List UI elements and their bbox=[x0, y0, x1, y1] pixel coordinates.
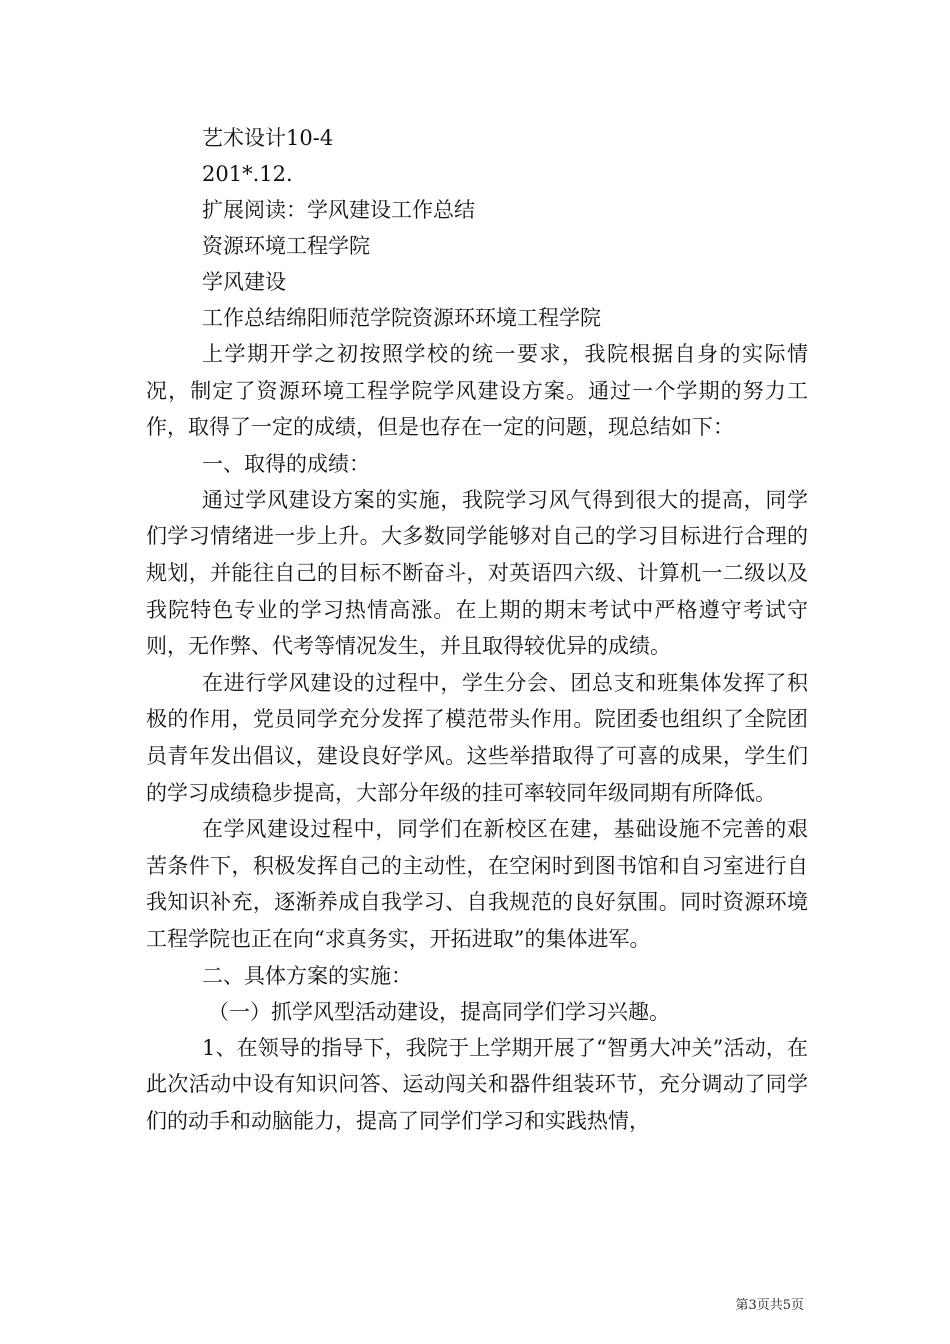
achievement-paragraph-1: 通过学风建设方案的实施，我院学习风气得到很大的提高，同学们学习情绪进一步上升。大多数同学能够对自己的学习目标进行合理的规划，并能往自己的目标不断奋斗，对英语四六级、计算机一二级以及我院特色专业的学习热情高涨。在上期的期末考试中严格遵守考试守则，无作弊、代考等情况发生，并且取得较优异的成绩。 bbox=[146, 487, 808, 659]
date-label: 201*.12. bbox=[202, 162, 293, 186]
class-label: 艺术设计10-4 bbox=[202, 126, 334, 150]
activity-paragraph-1: 1、在领导的指导下，我院于上学期开展了“智勇大冲关”活动，在此次活动中设有知识问答、运动闯关和器件组装环节，充分调动了同学们的动手和动脑能力，提高了同学们学习和实践热情， bbox=[146, 1035, 808, 1133]
document-body bbox=[146, 120, 808, 1139]
section1-heading: 一、取得的成绩： bbox=[202, 451, 370, 476]
section-heading: 学风建设 bbox=[202, 270, 286, 294]
achievement-paragraph-3: 在学风建设过程中，同学们在新校区在建，基础设施不完善的艰苦条件下，积极发挥自己的主动性，在空闲时到图书馆和自习室进行自我知识补充，逐渐养成自我学习、自我规范的良好氛围。同时资源环境工程学院也正在向“求真务实，开拓进取”的集体进军。 bbox=[146, 817, 808, 951]
achievement-paragraph-2: 在进行学风建设的过程中，学生分会、团总支和班集体发挥了积极的作用，党员同学充分发挥了模范带头作用。院团委也组织了全院团员青年发出倡议，建设良好学风。这些举措取得了可喜的成果，学生们的学习成绩稳步提高，大部分年级的挂可率较同年级同期有所降低。 bbox=[146, 670, 808, 805]
report-title: 工作总结绵阳师范学院资源环环境工程学院 bbox=[202, 306, 601, 330]
page-number: 第3页共5页 bbox=[735, 1298, 804, 1313]
extended-reading-title: 扩展阅读：学风建设工作总结 bbox=[202, 198, 475, 222]
intro-paragraph: 上学期开学之初按照学校的统一要求，我院根据自身的实际情况，制定了资源环境工程学院学风建设方案。通过一个学期的努力工作，取得了一定的成绩，但是也存在一定的问题，现总结如下： bbox=[146, 342, 808, 440]
section2-heading: 二、具体方案的实施： bbox=[202, 963, 412, 988]
subsection1-heading: （一）抓学风型活动建设，提高同学们学习兴趣。 bbox=[208, 999, 670, 1024]
college-name: 资源环境工程学院 bbox=[202, 234, 370, 258]
